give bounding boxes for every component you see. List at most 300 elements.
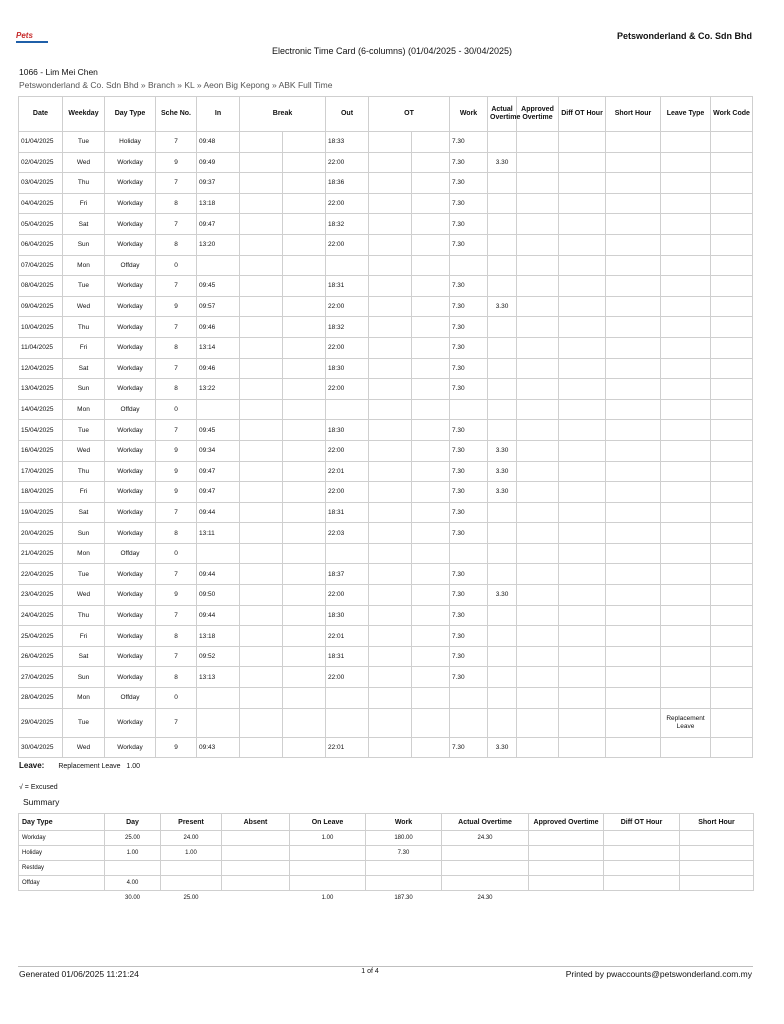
approved-ot-cell bbox=[517, 132, 559, 153]
out-cell bbox=[326, 543, 369, 564]
approved-ot-cell bbox=[517, 214, 559, 235]
table-row bbox=[19, 667, 753, 688]
ot-end-cell bbox=[412, 173, 450, 194]
approved-ot-cell bbox=[517, 193, 559, 214]
sche-cell: 8 bbox=[156, 193, 197, 214]
short-hour-cell bbox=[606, 646, 661, 667]
ot-start-cell bbox=[369, 708, 412, 737]
weekday-cell: Wed bbox=[63, 152, 105, 173]
ot-end-cell bbox=[412, 317, 450, 338]
daytype-cell: Workday bbox=[105, 605, 156, 626]
date-cell: 07/04/2025 bbox=[19, 255, 63, 276]
ot-start-cell bbox=[369, 461, 412, 482]
break-end-cell bbox=[283, 399, 326, 420]
sche-cell: 0 bbox=[156, 688, 197, 709]
actual-ot-cell bbox=[488, 193, 517, 214]
out-cell bbox=[326, 399, 369, 420]
work-cell: 7.30 bbox=[450, 296, 488, 317]
out-cell: 18:33 bbox=[326, 132, 369, 153]
diff-ot-cell bbox=[559, 296, 606, 317]
actual-ot-cell bbox=[488, 379, 517, 400]
date-cell: 01/04/2025 bbox=[19, 132, 63, 153]
sche-cell: 8 bbox=[156, 626, 197, 647]
short-hour-cell bbox=[606, 255, 661, 276]
leave-type-cell bbox=[661, 737, 711, 758]
leave-type-cell bbox=[661, 358, 711, 379]
summary-value-cell bbox=[290, 876, 366, 891]
summary-value-cell bbox=[442, 846, 529, 861]
ot-end-cell bbox=[412, 708, 450, 737]
weekday-cell: Sat bbox=[63, 646, 105, 667]
diff-ot-cell bbox=[559, 626, 606, 647]
leave-type-cell bbox=[661, 440, 711, 461]
ot-start-cell bbox=[369, 193, 412, 214]
out-cell: 22:00 bbox=[326, 193, 369, 214]
break-start-cell bbox=[240, 543, 283, 564]
work-cell: 7.30 bbox=[450, 626, 488, 647]
work-code-cell bbox=[711, 399, 753, 420]
break-start-cell bbox=[240, 708, 283, 737]
leave-type-cell bbox=[661, 667, 711, 688]
daytype-cell: Workday bbox=[105, 626, 156, 647]
summary-value-cell bbox=[222, 861, 290, 876]
out-cell: 22:00 bbox=[326, 440, 369, 461]
table-row bbox=[19, 276, 753, 297]
summary-table bbox=[18, 813, 754, 905]
break-start-cell bbox=[240, 564, 283, 585]
approved-ot-cell bbox=[517, 379, 559, 400]
ot-start-cell bbox=[369, 523, 412, 544]
in-cell bbox=[197, 708, 240, 737]
weekday-cell: Thu bbox=[63, 173, 105, 194]
work-cell: 7.30 bbox=[450, 585, 488, 606]
approved-ot-cell bbox=[517, 440, 559, 461]
actual-ot-cell bbox=[488, 605, 517, 626]
sche-cell: 7 bbox=[156, 214, 197, 235]
break-start-cell bbox=[240, 523, 283, 544]
break-end-cell bbox=[283, 276, 326, 297]
ot-start-cell bbox=[369, 214, 412, 235]
ot-end-cell bbox=[412, 543, 450, 564]
out-cell: 22:01 bbox=[326, 461, 369, 482]
approved-ot-cell bbox=[517, 502, 559, 523]
ot-end-cell bbox=[412, 482, 450, 503]
approved-ot-cell bbox=[517, 482, 559, 503]
work-cell: 7.30 bbox=[450, 214, 488, 235]
logo-text: Pets bbox=[16, 31, 33, 40]
date-cell: 12/04/2025 bbox=[19, 358, 63, 379]
out-cell: 18:32 bbox=[326, 317, 369, 338]
in-cell: 09:48 bbox=[197, 132, 240, 153]
report-title: Electronic Time Card (6-columns) (01/04/2025 - 30/04/2025) bbox=[271, 46, 513, 56]
ot-start-cell bbox=[369, 543, 412, 564]
work-cell: 7.30 bbox=[450, 358, 488, 379]
break-end-cell bbox=[283, 585, 326, 606]
actual-ot-cell bbox=[488, 173, 517, 194]
break-start-cell bbox=[240, 667, 283, 688]
short-hour-cell bbox=[606, 337, 661, 358]
in-cell: 13:18 bbox=[197, 626, 240, 647]
leave-type-cell bbox=[661, 173, 711, 194]
short-hour-cell bbox=[606, 276, 661, 297]
out-cell: 18:31 bbox=[326, 502, 369, 523]
table-row bbox=[19, 626, 753, 647]
ot-end-cell bbox=[412, 234, 450, 255]
summary-value-cell: 180.00 bbox=[366, 831, 442, 846]
break-start-cell bbox=[240, 379, 283, 400]
time-card-table bbox=[18, 96, 753, 758]
sche-cell: 7 bbox=[156, 605, 197, 626]
summary-total-cell bbox=[604, 891, 680, 906]
actual-ot-cell bbox=[488, 132, 517, 153]
weekday-cell: Wed bbox=[63, 585, 105, 606]
actual-ot-cell bbox=[488, 255, 517, 276]
approved-ot-cell bbox=[517, 255, 559, 276]
ot-start-cell bbox=[369, 646, 412, 667]
break-end-cell bbox=[283, 543, 326, 564]
daytype-cell: Workday bbox=[105, 523, 156, 544]
weekday-cell: Thu bbox=[63, 317, 105, 338]
leave-type-cell: Replacement Leave bbox=[661, 708, 711, 737]
work-cell: 7.30 bbox=[450, 379, 488, 400]
break-start-cell bbox=[240, 193, 283, 214]
work-code-cell bbox=[711, 461, 753, 482]
date-cell: 08/04/2025 bbox=[19, 276, 63, 297]
diff-ot-cell bbox=[559, 420, 606, 441]
approved-ot-cell bbox=[517, 173, 559, 194]
out-cell: 22:01 bbox=[326, 737, 369, 758]
work-code-cell bbox=[711, 646, 753, 667]
summary-total-cell: 24.30 bbox=[477, 895, 493, 901]
table-row bbox=[19, 214, 753, 235]
leave-type-cell bbox=[661, 255, 711, 276]
work-code-cell bbox=[711, 737, 753, 758]
actual-ot-cell: 3.30 bbox=[488, 585, 517, 606]
ot-end-cell bbox=[412, 461, 450, 482]
daytype-cell: Workday bbox=[105, 420, 156, 441]
actual-ot-cell bbox=[488, 420, 517, 441]
diff-ot-cell bbox=[559, 399, 606, 420]
table-row bbox=[19, 440, 753, 461]
daytype-cell: Workday bbox=[105, 461, 156, 482]
ot-end-cell bbox=[412, 399, 450, 420]
in-cell: 09:44 bbox=[197, 502, 240, 523]
summary-daytype-cell: Offday bbox=[19, 876, 105, 891]
leave-type-cell bbox=[661, 276, 711, 297]
summary-total-cell: 1.00 bbox=[321, 895, 334, 901]
ot-start-cell bbox=[369, 234, 412, 255]
summary-value-cell bbox=[529, 861, 604, 876]
out-cell: 18:30 bbox=[326, 358, 369, 379]
sche-cell: 9 bbox=[156, 585, 197, 606]
diff-ot-cell bbox=[559, 193, 606, 214]
break-start-cell bbox=[240, 440, 283, 461]
summary-totals-row bbox=[19, 891, 754, 906]
approved-ot-cell bbox=[517, 420, 559, 441]
actual-ot-cell: 3.30 bbox=[488, 737, 517, 758]
break-start-cell bbox=[240, 234, 283, 255]
actual-ot-cell bbox=[488, 667, 517, 688]
ot-end-cell bbox=[412, 440, 450, 461]
diff-ot-cell bbox=[559, 461, 606, 482]
approved-ot-cell bbox=[517, 564, 559, 585]
work-cell: 7.30 bbox=[450, 132, 488, 153]
daytype-cell: Offday bbox=[105, 543, 156, 564]
actual-ot-cell: 3.30 bbox=[488, 296, 517, 317]
actual-ot-cell bbox=[488, 564, 517, 585]
date-cell: 15/04/2025 bbox=[19, 420, 63, 441]
diff-ot-cell bbox=[559, 585, 606, 606]
work-code-cell bbox=[711, 296, 753, 317]
break-end-cell bbox=[283, 605, 326, 626]
table-row bbox=[19, 502, 753, 523]
out-cell: 22:00 bbox=[326, 379, 369, 400]
summary-value-cell bbox=[366, 876, 442, 891]
diff-ot-cell bbox=[559, 337, 606, 358]
diff-ot-cell bbox=[559, 214, 606, 235]
summary-total-cell bbox=[222, 891, 290, 906]
summary-value-cell bbox=[222, 831, 290, 846]
summary-value-cell bbox=[442, 876, 529, 891]
leave-type-cell bbox=[661, 420, 711, 441]
out-cell: 22:00 bbox=[326, 234, 369, 255]
table-row bbox=[19, 564, 753, 585]
table-row bbox=[19, 173, 753, 194]
daytype-cell: Workday bbox=[105, 379, 156, 400]
ot-start-cell bbox=[369, 337, 412, 358]
leave-summary bbox=[19, 761, 140, 770]
summary-value-cell bbox=[680, 861, 754, 876]
summary-value-cell: 1.00 bbox=[290, 831, 366, 846]
date-cell: 11/04/2025 bbox=[19, 337, 63, 358]
column-header: Work Code bbox=[711, 97, 753, 132]
work-code-cell bbox=[711, 214, 753, 235]
break-end-cell bbox=[283, 358, 326, 379]
in-cell: 09:47 bbox=[197, 482, 240, 503]
work-code-cell bbox=[711, 379, 753, 400]
actual-ot-cell bbox=[488, 276, 517, 297]
summary-column-header: Present bbox=[161, 814, 222, 831]
summary-total-cell: 187.30 bbox=[394, 895, 413, 901]
weekday-cell: Wed bbox=[63, 440, 105, 461]
summary-daytype-cell: Restday bbox=[19, 861, 105, 876]
in-cell: 13:20 bbox=[197, 234, 240, 255]
in-cell: 09:44 bbox=[197, 564, 240, 585]
ot-end-cell bbox=[412, 193, 450, 214]
break-end-cell bbox=[283, 152, 326, 173]
short-hour-cell bbox=[606, 399, 661, 420]
table-row bbox=[19, 358, 753, 379]
weekday-cell: Fri bbox=[63, 337, 105, 358]
in-cell: 13:13 bbox=[197, 667, 240, 688]
leave-type-cell bbox=[661, 214, 711, 235]
leave-type-cell bbox=[661, 585, 711, 606]
break-end-cell bbox=[283, 626, 326, 647]
summary-value-cell bbox=[604, 831, 680, 846]
in-cell: 09:46 bbox=[197, 358, 240, 379]
work-cell: 7.30 bbox=[450, 502, 488, 523]
approved-ot-cell bbox=[517, 399, 559, 420]
in-cell: 09:34 bbox=[197, 440, 240, 461]
break-start-cell bbox=[240, 461, 283, 482]
date-cell: 23/04/2025 bbox=[19, 585, 63, 606]
actual-ot-cell bbox=[488, 399, 517, 420]
ot-end-cell bbox=[412, 358, 450, 379]
short-hour-cell bbox=[606, 502, 661, 523]
ot-end-cell bbox=[412, 214, 450, 235]
column-header: Day Type bbox=[105, 97, 156, 132]
date-cell: 13/04/2025 bbox=[19, 379, 63, 400]
actual-ot-cell bbox=[488, 234, 517, 255]
date-cell: 05/04/2025 bbox=[19, 214, 63, 235]
break-start-cell bbox=[240, 482, 283, 503]
in-cell: 09:47 bbox=[197, 461, 240, 482]
leave-type-cell bbox=[661, 605, 711, 626]
approved-ot-cell bbox=[517, 737, 559, 758]
actual-ot-cell bbox=[488, 523, 517, 544]
short-hour-cell bbox=[606, 358, 661, 379]
sche-cell: 8 bbox=[156, 667, 197, 688]
column-header: Out bbox=[326, 97, 369, 132]
column-header: Weekday bbox=[63, 97, 105, 132]
daytype-cell: Workday bbox=[105, 214, 156, 235]
in-cell bbox=[197, 543, 240, 564]
weekday-cell: Tue bbox=[63, 420, 105, 441]
short-hour-cell bbox=[606, 214, 661, 235]
work-cell: 7.30 bbox=[450, 482, 488, 503]
daytype-cell: Workday bbox=[105, 646, 156, 667]
leave-type-cell bbox=[661, 337, 711, 358]
sche-cell: 8 bbox=[156, 337, 197, 358]
ot-start-cell bbox=[369, 688, 412, 709]
ot-end-cell bbox=[412, 646, 450, 667]
summary-daytype-cell: Workday bbox=[19, 831, 105, 846]
work-code-cell bbox=[711, 317, 753, 338]
work-code-cell bbox=[711, 193, 753, 214]
diff-ot-cell bbox=[559, 564, 606, 585]
work-cell: 7.30 bbox=[450, 564, 488, 585]
in-cell: 09:45 bbox=[197, 420, 240, 441]
approved-ot-cell bbox=[517, 688, 559, 709]
diff-ot-cell bbox=[559, 737, 606, 758]
column-header: In bbox=[197, 97, 240, 132]
table-row bbox=[19, 296, 753, 317]
ot-start-cell bbox=[369, 152, 412, 173]
daytype-cell: Workday bbox=[105, 440, 156, 461]
sche-cell: 7 bbox=[156, 173, 197, 194]
short-hour-cell bbox=[606, 420, 661, 441]
in-cell: 09:37 bbox=[197, 173, 240, 194]
date-cell: 22/04/2025 bbox=[19, 564, 63, 585]
diff-ot-cell bbox=[559, 379, 606, 400]
ot-end-cell bbox=[412, 255, 450, 276]
daytype-cell: Workday bbox=[105, 564, 156, 585]
ot-start-cell bbox=[369, 276, 412, 297]
break-start-cell bbox=[240, 688, 283, 709]
work-cell bbox=[450, 255, 488, 276]
break-end-cell bbox=[283, 708, 326, 737]
approved-ot-cell bbox=[517, 543, 559, 564]
ot-start-cell bbox=[369, 296, 412, 317]
sche-cell: 0 bbox=[156, 399, 197, 420]
short-hour-cell bbox=[606, 132, 661, 153]
excused-note: √ = Excused bbox=[19, 784, 58, 791]
printed-by: Printed by pwaccounts@petswonderland.com.my bbox=[565, 969, 752, 979]
summary-total-cell bbox=[19, 891, 105, 906]
actual-ot-cell bbox=[488, 317, 517, 338]
diff-ot-cell bbox=[559, 255, 606, 276]
ot-start-cell bbox=[369, 585, 412, 606]
short-hour-cell bbox=[606, 482, 661, 503]
in-cell bbox=[197, 255, 240, 276]
sche-cell: 9 bbox=[156, 482, 197, 503]
work-cell bbox=[450, 688, 488, 709]
work-code-cell bbox=[711, 337, 753, 358]
work-code-cell bbox=[711, 440, 753, 461]
diff-ot-cell bbox=[559, 646, 606, 667]
work-cell: 7.30 bbox=[450, 234, 488, 255]
leave-value: 1.00 bbox=[126, 763, 141, 770]
out-cell bbox=[326, 708, 369, 737]
table-row bbox=[19, 605, 753, 626]
summary-column-header: Day Type bbox=[19, 814, 105, 831]
actual-ot-cell bbox=[488, 502, 517, 523]
break-start-cell bbox=[240, 296, 283, 317]
short-hour-cell bbox=[606, 605, 661, 626]
approved-ot-cell bbox=[517, 646, 559, 667]
weekday-cell: Sun bbox=[63, 523, 105, 544]
break-start-cell bbox=[240, 317, 283, 338]
leave-type-cell bbox=[661, 543, 711, 564]
summary-value-cell: 1.00 bbox=[161, 846, 222, 861]
weekday-cell: Sun bbox=[63, 379, 105, 400]
ot-start-cell bbox=[369, 737, 412, 758]
date-cell: 24/04/2025 bbox=[19, 605, 63, 626]
column-header: Actual Overtime bbox=[488, 97, 517, 132]
out-cell: 22:00 bbox=[326, 152, 369, 173]
diff-ot-cell bbox=[559, 482, 606, 503]
table-row bbox=[19, 585, 753, 606]
summary-value-cell bbox=[604, 846, 680, 861]
out-cell bbox=[326, 688, 369, 709]
sche-cell: 9 bbox=[156, 296, 197, 317]
table-row bbox=[19, 523, 753, 544]
actual-ot-cell: 3.30 bbox=[488, 482, 517, 503]
summary-total-cell bbox=[680, 891, 754, 906]
summary-row bbox=[19, 876, 754, 891]
summary-value-cell bbox=[680, 876, 754, 891]
leave-type-cell bbox=[661, 564, 711, 585]
work-code-cell bbox=[711, 688, 753, 709]
in-cell bbox=[197, 399, 240, 420]
work-cell: 7.30 bbox=[450, 646, 488, 667]
summary-column-header: Diff OT Hour bbox=[604, 814, 680, 831]
ot-end-cell bbox=[412, 605, 450, 626]
work-code-cell bbox=[711, 605, 753, 626]
break-start-cell bbox=[240, 737, 283, 758]
leave-type-cell bbox=[661, 461, 711, 482]
leave-type-cell bbox=[661, 502, 711, 523]
in-cell: 09:45 bbox=[197, 276, 240, 297]
short-hour-cell bbox=[606, 523, 661, 544]
ot-start-cell bbox=[369, 173, 412, 194]
summary-value-cell bbox=[604, 861, 680, 876]
diff-ot-cell bbox=[559, 440, 606, 461]
weekday-cell: Wed bbox=[63, 296, 105, 317]
diff-ot-cell bbox=[559, 276, 606, 297]
leave-type-cell bbox=[661, 132, 711, 153]
table-row bbox=[19, 737, 753, 758]
